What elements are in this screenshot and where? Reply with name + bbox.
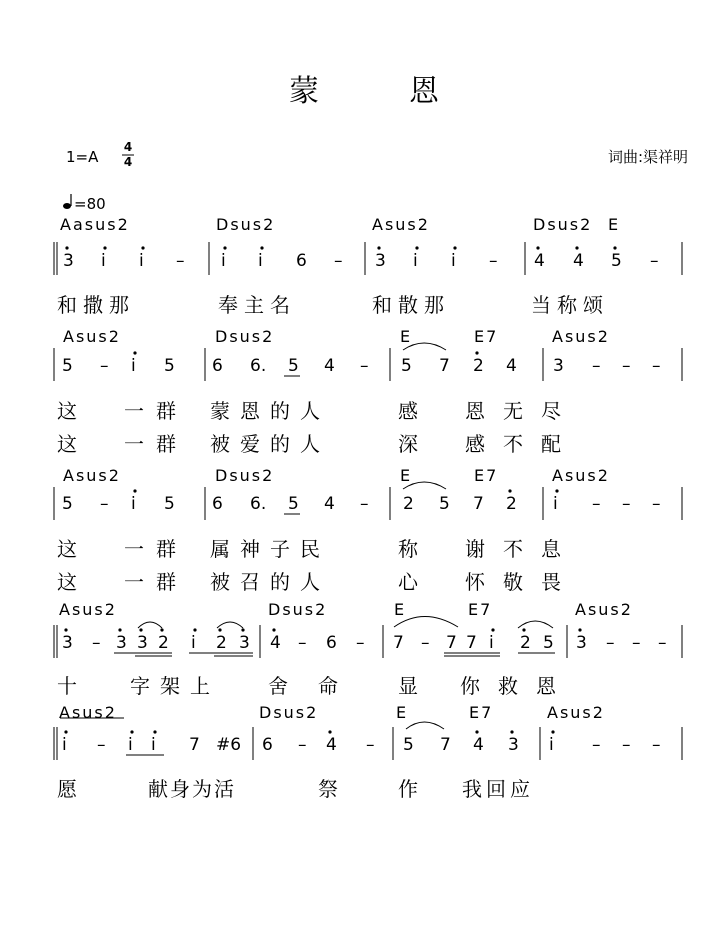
note-row-5 <box>62 730 661 755</box>
svg-text:5: 5 <box>164 494 175 514</box>
note-row-2 <box>62 351 661 376</box>
svg-text:5: 5 <box>288 494 299 514</box>
svg-text:一群: 一群 <box>124 570 188 594</box>
svg-text:3: 3 <box>62 633 73 653</box>
chord: Aasus2 <box>60 215 130 234</box>
svg-text:E: E <box>394 600 407 619</box>
svg-text:–: – <box>622 494 631 514</box>
svg-text:–: – <box>652 356 661 376</box>
svg-text:心: 心 <box>398 570 418 594</box>
svg-text:5: 5 <box>62 356 73 376</box>
svg-text:–: – <box>650 251 659 271</box>
svg-text:属神子民: 属神子民 <box>210 537 330 561</box>
svg-text:–: – <box>92 633 101 653</box>
svg-text:4: 4 <box>324 494 335 514</box>
svg-text:怀敬畏: 怀敬畏 <box>465 570 579 594</box>
time-signature-top: 4 <box>123 140 133 154</box>
svg-text:3: 3 <box>553 356 564 376</box>
svg-text:–: – <box>652 735 661 755</box>
svg-text:–: – <box>622 356 631 376</box>
svg-text:7: 7 <box>439 356 450 376</box>
svg-text:–: – <box>622 735 631 755</box>
svg-text:献身为活: 献身为活 <box>148 777 236 801</box>
svg-text:3: 3 <box>137 633 148 653</box>
svg-text:深: 深 <box>398 432 418 456</box>
svg-text:–: – <box>97 735 106 755</box>
chord-row-4 <box>59 600 633 619</box>
svg-text:E7: E7 <box>474 327 499 346</box>
svg-text:5: 5 <box>164 356 175 376</box>
svg-text:–: – <box>592 494 601 514</box>
svg-text:一群: 一群 <box>124 537 188 561</box>
svg-text:E: E <box>400 466 413 485</box>
svg-text:显: 显 <box>398 674 418 698</box>
svg-text:–: – <box>360 494 369 514</box>
svg-text:5: 5 <box>403 735 414 755</box>
chord-row-5 <box>59 703 605 722</box>
svg-text:Asus2: Asus2 <box>547 703 605 722</box>
chord-row-1 <box>60 215 620 234</box>
svg-text:i: i <box>413 251 418 271</box>
svg-text:7: 7 <box>189 735 200 755</box>
svg-text:i: i <box>62 735 67 755</box>
chord: E <box>608 215 621 234</box>
svg-text:i: i <box>553 494 558 514</box>
svg-text:3: 3 <box>116 633 127 653</box>
chord: Asus2 <box>372 215 430 234</box>
time-signature-bottom: 4 <box>123 155 133 169</box>
svg-text:–: – <box>334 251 343 271</box>
lyric-row-5 <box>57 777 534 801</box>
svg-text:–: – <box>100 356 109 376</box>
lyric-row-2a <box>57 399 579 423</box>
svg-text:7: 7 <box>440 735 451 755</box>
lyric-row-4 <box>57 674 574 698</box>
staff-line-1 <box>54 242 682 275</box>
svg-text:2: 2 <box>158 633 169 653</box>
svg-text:–: – <box>606 633 615 653</box>
svg-text:6: 6 <box>212 494 223 514</box>
tempo-marking: =80 <box>74 195 106 213</box>
svg-text:–: – <box>632 633 641 653</box>
svg-text:和撒那: 和撒那 <box>57 293 135 317</box>
svg-text:E7: E7 <box>468 600 493 619</box>
svg-text:3: 3 <box>239 633 250 653</box>
svg-text:–: – <box>366 735 375 755</box>
svg-text:被召的人: 被召的人 <box>210 570 330 594</box>
svg-text:这: 这 <box>57 537 77 561</box>
svg-text:6.: 6. <box>250 356 267 376</box>
svg-text:6: 6 <box>262 735 273 755</box>
svg-text:7: 7 <box>393 633 404 653</box>
svg-text:–: – <box>652 494 661 514</box>
svg-text:Dsus2: Dsus2 <box>215 327 275 346</box>
key-signature: 1=A <box>66 148 99 166</box>
svg-text:–: – <box>360 356 369 376</box>
svg-text:i: i <box>549 735 554 755</box>
svg-text:Asus2: Asus2 <box>59 703 117 722</box>
svg-text:–: – <box>298 735 307 755</box>
svg-text:E: E <box>400 327 413 346</box>
svg-text:Dsus2: Dsus2 <box>215 466 275 485</box>
svg-text:5: 5 <box>62 494 73 514</box>
svg-text:Asus2: Asus2 <box>63 466 121 485</box>
svg-text:6: 6 <box>212 356 223 376</box>
svg-text:E: E <box>396 703 409 722</box>
svg-text:4: 4 <box>326 735 337 755</box>
svg-text:Asus2: Asus2 <box>552 327 610 346</box>
svg-text:谢不息: 谢不息 <box>465 537 579 561</box>
quarter-note-icon <box>63 194 71 209</box>
svg-text:2: 2 <box>506 494 517 514</box>
chord: Dsus2 <box>216 215 276 234</box>
svg-text:6: 6 <box>326 633 337 653</box>
svg-text:作: 作 <box>398 777 418 801</box>
svg-text:这: 这 <box>57 570 77 594</box>
svg-text:5: 5 <box>543 633 554 653</box>
svg-text:–: – <box>592 356 601 376</box>
svg-text:4: 4 <box>534 251 545 271</box>
svg-text:字架上: 字架上 <box>130 674 220 698</box>
svg-text:i: i <box>258 251 263 271</box>
svg-text:4: 4 <box>324 356 335 376</box>
svg-text:4: 4 <box>573 251 584 271</box>
note-row-1 <box>63 246 659 271</box>
svg-text:–: – <box>592 735 601 755</box>
svg-text:5: 5 <box>288 356 299 376</box>
svg-text:恩无尽: 恩无尽 <box>465 399 579 423</box>
svg-text:当称颂: 当称颂 <box>531 293 609 317</box>
svg-text:奉主名: 奉主名 <box>218 293 296 317</box>
note-marks-5 <box>60 718 444 755</box>
svg-text:这: 这 <box>57 432 77 456</box>
svg-text:Dsus2: Dsus2 <box>268 600 328 619</box>
svg-text:祭: 祭 <box>318 777 338 801</box>
svg-text:–: – <box>176 251 185 271</box>
svg-text:2: 2 <box>216 633 227 653</box>
svg-text:–: – <box>421 633 430 653</box>
svg-text:3: 3 <box>63 251 74 271</box>
lyric-row-3a <box>57 537 579 561</box>
svg-text:3: 3 <box>375 251 386 271</box>
svg-text:一群: 一群 <box>124 432 188 456</box>
svg-text:2: 2 <box>520 633 531 653</box>
svg-text:#6: #6 <box>216 735 242 755</box>
svg-text:感: 感 <box>398 399 418 423</box>
svg-text:称: 称 <box>398 537 418 561</box>
svg-text:–: – <box>658 633 667 653</box>
svg-text:Dsus2: Dsus2 <box>259 703 319 722</box>
svg-text:你救恩: 你救恩 <box>460 674 574 698</box>
svg-text:i: i <box>139 251 144 271</box>
svg-text:i: i <box>451 251 456 271</box>
lyric-row-2b <box>57 432 579 456</box>
svg-text:感不配: 感不配 <box>465 432 579 456</box>
svg-text:Asus2: Asus2 <box>59 600 117 619</box>
svg-text:4: 4 <box>473 735 484 755</box>
svg-text:–: – <box>489 251 498 271</box>
svg-text:7: 7 <box>446 633 457 653</box>
svg-text:4: 4 <box>270 633 281 653</box>
song-title: 蒙 恩 <box>289 74 439 109</box>
svg-text:2: 2 <box>403 494 414 514</box>
svg-text:i: i <box>128 735 133 755</box>
svg-text:–: – <box>298 633 307 653</box>
svg-text:6: 6 <box>296 251 307 271</box>
svg-text:十: 十 <box>57 674 77 698</box>
svg-text:E7: E7 <box>474 466 499 485</box>
svg-text:–: – <box>100 494 109 514</box>
credit-text: 词曲:渠祥明 <box>607 148 688 166</box>
svg-text:Asus2: Asus2 <box>575 600 633 619</box>
lyric-row-1 <box>57 293 609 317</box>
svg-text:和散那: 和散那 <box>372 293 450 317</box>
svg-text:4: 4 <box>506 356 517 376</box>
svg-text:我回应: 我回应 <box>462 777 534 801</box>
svg-text:6.: 6. <box>250 494 267 514</box>
svg-text:i: i <box>191 633 196 653</box>
svg-text:5: 5 <box>439 494 450 514</box>
svg-text:i: i <box>151 735 156 755</box>
svg-text:3: 3 <box>576 633 587 653</box>
svg-text:5: 5 <box>401 356 412 376</box>
svg-text:7: 7 <box>466 633 477 653</box>
svg-text:Asus2: Asus2 <box>552 466 610 485</box>
svg-text:i: i <box>101 251 106 271</box>
chord-row-2 <box>63 327 610 346</box>
lyric-row-3b <box>57 570 579 594</box>
svg-text:i: i <box>489 633 494 653</box>
svg-text:愿: 愿 <box>57 777 77 801</box>
svg-text:一群: 一群 <box>124 399 188 423</box>
svg-text:i: i <box>221 251 226 271</box>
svg-text:–: – <box>356 633 365 653</box>
svg-text:i: i <box>131 356 136 376</box>
svg-text:3: 3 <box>508 735 519 755</box>
svg-text:被爱的人: 被爱的人 <box>210 432 330 456</box>
svg-text:E7: E7 <box>469 703 494 722</box>
svg-text:i: i <box>131 494 136 514</box>
svg-text:Asus2: Asus2 <box>63 327 121 346</box>
svg-text:蒙恩的人: 蒙恩的人 <box>210 399 330 423</box>
svg-text:这: 这 <box>57 399 77 423</box>
chord-row-3 <box>63 466 610 485</box>
chord: Dsus2 <box>533 215 593 234</box>
note-row-4 <box>62 628 667 653</box>
note-row-3 <box>62 489 661 514</box>
svg-text:舍命: 舍命 <box>268 674 368 698</box>
svg-text:5: 5 <box>611 251 622 271</box>
svg-text:2: 2 <box>473 356 484 376</box>
svg-text:7: 7 <box>473 494 484 514</box>
